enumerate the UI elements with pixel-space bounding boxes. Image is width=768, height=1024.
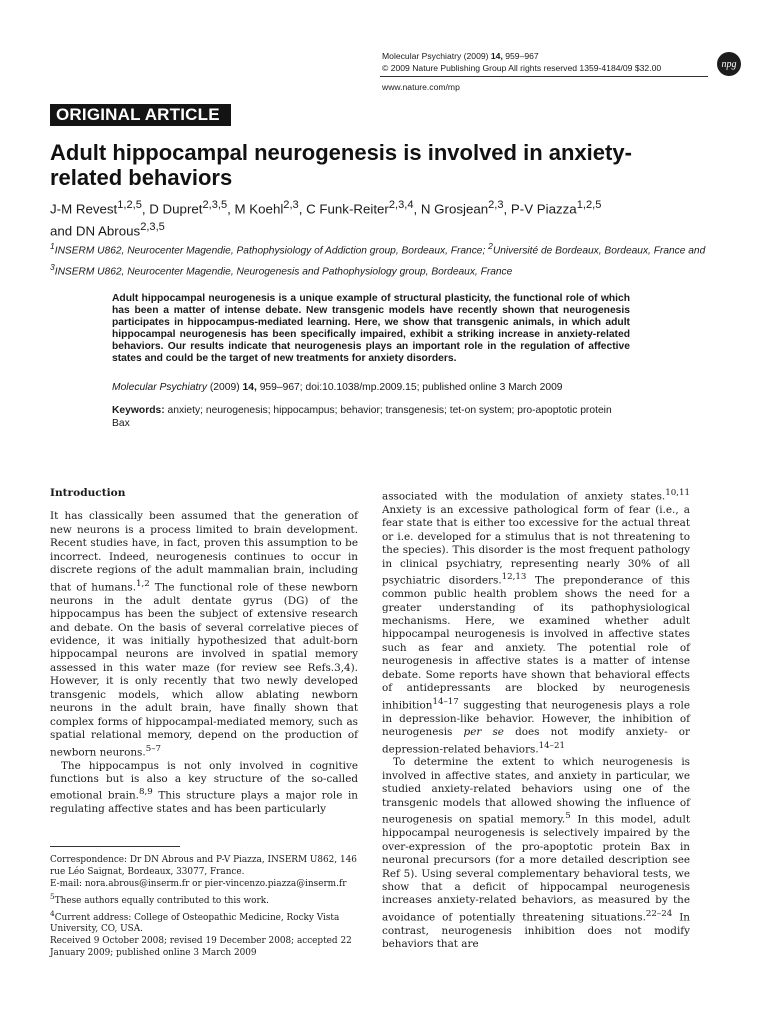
keywords-text: anxiety; neurogenesis; hippocampus; behavior; transgenesis; tet-on system; pro-apoptotic protein Bax [112,405,612,429]
journal-copyright-line: © 2009 Nature Publishing Group All rights reserved 1359-4184/09 $32.00 [382,63,662,73]
footnote-divider [50,846,180,847]
paragraph: It has classically been assumed that the generation of new neurons is a process limited to brain development. Recent studies have, in fact, proven this assumption to be incorrect. Indeed, neurogenesis continues to occur in discrete regions of the adult mammalian brain, including that of humans.$^{1,2}$ The functional role of these newborn neurons in the adult dentate gyrus (DG) of the hippocampus has been the subject of extensive research and debate. On the basis of several correlative pieces of evidence, it was initially hypothesized that adult-born hippocampal neurons are involved in spatial memory assessed in this water maze (for review see Refs.3,4). However, it is only recently that two newly developed transgenic models, which allow ablating newborn neurons in the adult brain, have finally shown that complex forms of hippocampal-mediated memory, such as spatial relational memory, depend on the production of newborn neurons.$^{5-7}$ [50,510,358,759]
equal-contribution-note: $^5$These authors equally contributed to this work. [50,891,269,906]
email-note[interactable]: E-mail: nora.abrous@inserm.fr or pier-vincenzo.piazza@inserm.fr [50,878,347,889]
header-divider [380,76,708,77]
footnotes [50,855,360,960]
body-column-right [382,487,690,952]
author-list: J-M Revest$^{1,2,5}$, D Dupret$^{2,3,5}$, M Koehl$^{2,3}$, C Funk-Reiter$^{2,3,4}$, N Grosjean$^{2,3}$, P-V Piazza$^{1,2,5}$ and DN Abrous$^{2,3,5}$ [50,199,602,239]
current-address-note: $^4$Current address: College of Osteopathic Medicine, Rocky Vista University, CO, USA. [50,908,340,935]
affiliations: $^1$INSERM U862, Neurocenter Magendie, Pathophysiology of Addiction group, Bordeaux, France; $^2$Université de Bordeaux, Bordeaux, France and $^3$INSERM U862, Neurocenter Magendie, Neurogenesis and Pathophysiology group, Bordeaux, France [50,241,706,278]
article-citation: Molecular Psychiatry (2009) 14, 959–967; doi:10.1038/mp.2009.15; published online 3 March 2009 [112,382,563,393]
paragraph: To determine the extent to which neurogenesis is involved in affective states, and anxiety in particular, we studied anxiety-related behaviors using one of the transgenic models that allowed showing the influence of neurogenesis on spatial memory.$^5$ In this model, adult hippocampal neurogenesis is selectively impaired by the over-expression of the pro-apoptotic protein Bax in neuronal precursors (for a more detailed description see Ref 5). Using several complementary behavioral tests, we show that a deficit of hippocampal neurogenesis increases anxiety-related behaviors, as measured by the avoidance of potentially threatening situations.$^{22-24}$ In contrast, neurogenesis inhibition does not modify behaviors that are [382,756,691,951]
correspondence-note: Correspondence: Dr DN Abrous and P-V Piazza, INSERM U862, 146 rue Léo Saignat, Bordeaux, 33077, France. [50,855,357,877]
section-heading-introduction: Introduction [50,487,126,499]
body-column-left [50,487,358,817]
article-title: Adult hippocampal neurogenesis is involved in anxiety-related behaviors [50,140,632,190]
received-dates-note: Received 9 October 2008; revised 19 December 2008; accepted 22 January 2009; published online 3 March 2009 [50,936,352,959]
paragraph: The hippocampus is not only involved in cognitive functions but is also a key structure of the so-called emotional brain.$^{8,9}$ This structure plays a major role in regulating affective states and has been particularly [50,759,358,816]
article-type-banner: ORIGINAL ARTICLE [50,104,231,126]
journal-header [382,50,712,74]
abstract: Adult hippocampal neurogenesis is a unique example of structural plasticity, the functional role of which has been a matter of intense debate. New transgenic models have recently shown that neurogenesis participates in hippocampus-mediated learning. Here, we show that transgenic animals, in which adult hippocampal neurogenesis has been specifically impaired, exhibit a striking increase in anxiety-related behaviors. Our results indicate that neurogenesis plays an important role in the regulation of affective states and could be the target of new treatments for anxiety disorders. [112,293,630,364]
keywords [112,405,632,430]
journal-citation-line: Molecular Psychiatry (2009) 14, 959–967 [382,51,539,61]
keywords-label: Keywords: [112,405,165,416]
paragraph: associated with the modulation of anxiety states.$^{10,11}$ Anxiety is an excessive pathological form of fear (i.e., a fear state that is either too excessive for the actual threat or i.e. developed for a stimulus that is not threatening to the species). This disorder is the most frequent pathology in clinical psychiatry, representing nearly 30% of all psychiatric disorders.$^{12,13}$ The preponderance of this common public health problem shows the need for a greater understanding of its pathophysiological mechanisms. Here, we examined whether adult hippocampal neurogenesis is involved in affective states such as fear and anxiety. The potential role of neurogenesis in affective states is a matter of intense debate. Some reports have shown that behavioral effects of antidepressants are blocked by neurogenesis inhibition$^{14-17}$ suggesting that neurogenesis plays a role in depression-like behavior. However, the inhibition of neurogenesis per se does not modify anxiety- or depression-related behaviors.$^{14-21}$ [382,488,690,756]
npg-logo: npg [717,52,741,76]
journal-url[interactable]: www.nature.com/mp [382,82,460,92]
